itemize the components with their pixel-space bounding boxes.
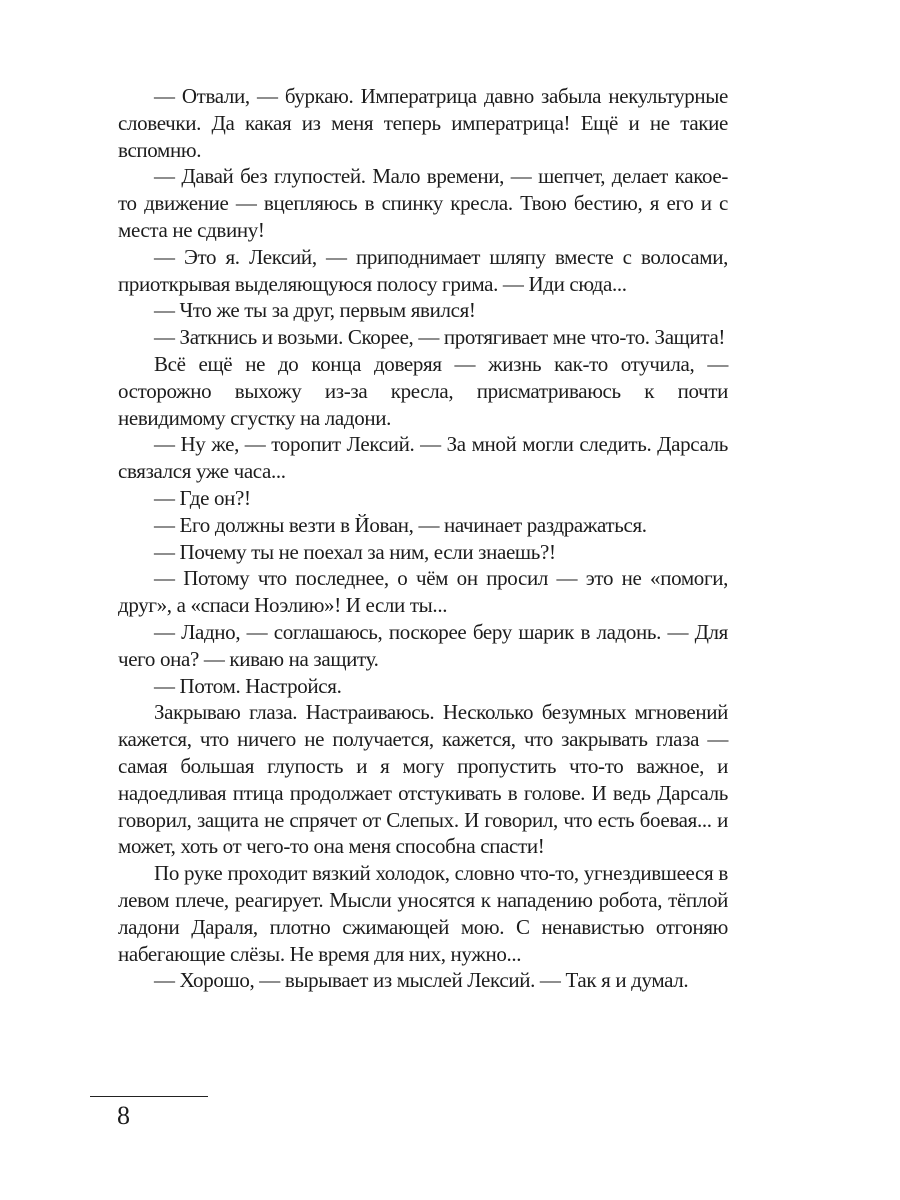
paragraph: — Ну же, — торопит Лексий. — За мной могли следить. Дарсаль связался уже часа...	[118, 432, 728, 484]
footer-divider	[90, 1096, 208, 1097]
paragraph: — Ладно, — соглашаюсь, поскорее беру шарик в ладонь. — Для чего она? — киваю на защиту.	[118, 619, 728, 671]
page-number: 8	[117, 1101, 130, 1130]
book-page-text	[118, 83, 728, 994]
paragraph: Закрываю глаза. Настраиваюсь. Несколько безумных мгновений кажется, что ничего не получается, кажется, что закрывать глаза — самая большая глупость и я могу пропустить что-то важное, и надоедливая птица продолжает отстукивать в голове. И ведь Дарсаль говорил, защита не спрячет от Слепых. И говорил, что есть боевая... и может, хоть от чего-то она меня способна спасти!	[118, 700, 728, 859]
paragraph: — Давай без глупостей. Мало времени, — шепчет, делает какое-то движение — вцепляюсь в спинку кресла. Твою бестию, я его и с места не сдвину!	[118, 164, 728, 242]
paragraph: — Потому что последнее, о чём он просил — это не «помоги, друг», а «спаси Ноэлию»! И если ты...	[118, 566, 728, 618]
paragraph: По руке проходит вязкий холодок, словно что-то, угнездившееся в левом плече, реагирует. Мысли уносятся к нападению робота, тёплой ладони Дараля, плотно сжимающей мою. С ненавистью отгоняю набегающие слёзы. Не время для них, нужно...	[118, 861, 728, 966]
paragraph: Всё ещё не до конца доверяя — жизнь как-то отучила, — осторожно выхожу из-за кресла, присматриваюсь к почти невидимому сгустку на ладони.	[118, 351, 728, 430]
paragraph: — Почему ты не поехал за ним, если знаешь?!	[154, 539, 556, 564]
paragraph: — Потом. Настройся.	[154, 673, 342, 698]
paragraph: — Отвали, — буркаю. Императрица давно забыла некультурные словечки. Да какая из меня теперь императрица! Ещё и не такие вспомню.	[118, 84, 728, 162]
paragraph: — Его должны везти в Йован, — начинает раздражаться.	[154, 512, 647, 537]
paragraph: — Где он?!	[154, 485, 251, 510]
paragraph: — Хорошо, — вырывает из мыслей Лексий. — Так я и думал.	[154, 968, 689, 993]
paragraph: — Что же ты за друг, первым явился!	[154, 298, 476, 323]
paragraph: — Это я. Лексий, — приподнимает шляпу вместе с волосами, приоткрывая выделяющуюся полосу грима. — Иди сюда...	[118, 244, 728, 296]
paragraph: — Заткнись и возьми. Скорее, — протягивает мне что-то. Защита!	[154, 325, 726, 350]
